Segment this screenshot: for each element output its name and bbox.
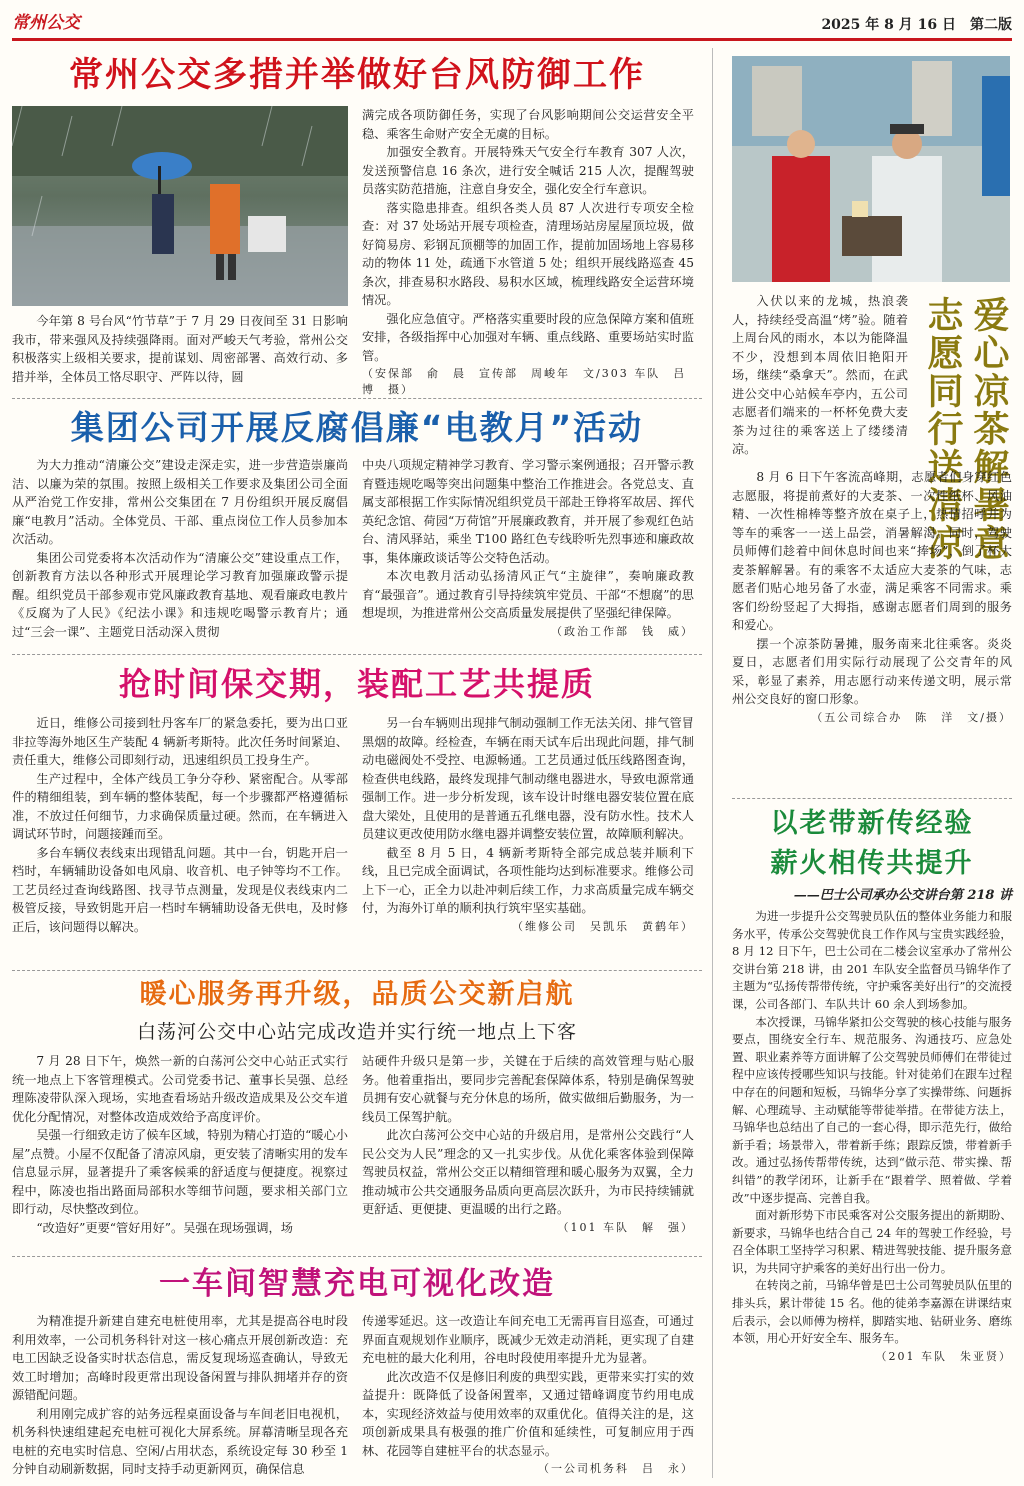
article-assembly-right-col: 另一台车辆则出现排气制动强制工作无法关闭、排气管冒黑烟的故障。经检查，车辆在雨天试车后出现此问题，排气制动电磁阀处不受控、电源畅通。工艺员通过低压线路图查询，检查供电线路，最终发现排气制动继电器进水，导致电源常通强制工作。进一步分析发现，该车设计时继电器安装位置在底盘大梁处，且使用的是普通五孔继电器，没有防水性。技术人员建议更改使用防水继电器并调整安装位置，故障顺利解决。 截至 8 月 5 日，4 辆新考斯特全部完成总装并顺利下线，且已完成全面调试，各项性能均达到标准要求。维修公司上下一心，正全力以赴冲刺后续工作，力求高质量完成车辆交付，为海外订单的顺利执行筑牢坚实基础。 （维修公司 吴凯乐 黄鹤年） — [362, 716, 694, 933]
article-charging-right-col: 传递零延迟。这一改造让车间充电工无需再盲目巡查，可通过界面直观规划作业顺序，既减少无效走动消耗，更实现了自建充电桩的最大化利用，谷电时段使用率提升尤为显著。 此次改造不仅是修旧利废的典型实践，更带来实打实的效益提升：既降低了设备闲置率，又通过错峰调度节约用电成本，实现经济效益与使用效率的双重优化。值得关注的是，这项创新成果具有极强的推广价值和延续性，可复制应用于西林、花园等自建桩平台的状态显示。 （一公司机务科 吕 永） — [362, 1314, 694, 1475]
masthead — [12, 8, 1012, 41]
mentor-title-line2: 薪火相传共提升 — [770, 848, 974, 879]
article-service-left-col: 7 月 28 日下午，焕然一新的白荡河公交中心站正式实行统一地点上下客管理模式。公司党委书记、董事长吴强、总经理陈凌带队深入现场，实地查看场站升级改造成果及公交车道优化分配情况，对整体改造成效给予高度评价。 吴强一行细致走访了候车区域，特别为精心打造的“暖心小屋”点赞。小屋不仅配备了清凉风扇，更安装了清晰实用的发车信息显示屏，显著提升了乘客候乘的舒适度与便捷度。视察过程中，陈凌也指出路面局部积水等细节问题，要求相关部门立即行动，尽快整改到位。 “改造好”更要“管好用好”。吴强在现场强调，场 — [12, 1054, 348, 1235]
mentor-byline: （201 车队 朱亚贤） — [875, 1349, 1012, 1363]
article-assembly-left-col: 近日，维修公司接到牡丹客车厂的紧急委托，要为出口亚非拉等海外地区生产装配 4 辆新考斯特。此次任务时间紧迫、责任重大，维修公司即刻行动，迅速组织员工投身生产。 生产过程中，全体产线员工争分夺秒、紧密配合。从零部件的精细组装，到车辆的整体装配，每一个步骤都严格遵循标准，不放过任何细节，力求确保质量过硬。然而，在车辆进入调试环节时，问题接踵而至。 多台车辆仪表线束出现错乱问题。其中一台，钥匙开启一档时，车辆辅助设备如电风扇、收音机、电子钟等均不工作。工艺员经过查询线路图、找寻节点测量，发现是仪表线束内二极管反接，导致钥匙开启一档时车辆辅助设备无供电，及时修正后，该问题得以解决。 — [12, 716, 348, 934]
article-charging-left-col: 为精准提升新建自建充电桩使用率，尤其是提高谷电时段利用效率，一公司机务科针对这一核心痛点开展创新改造：充电工因缺乏设备实时状态信息，需反复现场巡查确认，导致无效工时增加；高峰时段更常出现设备闲置与排队拥堵并存的资源错配问题。 利用刚完成扩容的站务远程桌面设备与车间老旧电视机，机务科快速组建起充电桩可视化大屏系统。屏幕清晰呈现各充电桩的充电实时信息、空闲/占用状态，系统设定每 30 秒至 1 分钟自动刷新数据，同时支持手动更新网页，确保信息 — [12, 1314, 348, 1476]
divider — [12, 970, 702, 971]
volunteer-title-col1: 爱心凉茶解暑意 — [968, 296, 1009, 562]
service-byline: （101 车队 解 强） — [557, 1220, 694, 1234]
divider — [12, 1256, 702, 1257]
typhoon-photo — [12, 106, 348, 306]
article-anticorruption-left-col: 为大力推动“清廉公交”建设走深走实，进一步营造崇廉尚洁、以廉为荣的氛围。按照上级相关工作要求及集团公司全面从严治党工作安排，常州公交集团在 7 月份组织开展反腐倡廉“电教月”活动。全体党员、干部、重点岗位工作人员参加本次活动。 集团公司党委将本次活动作为“清廉公交”建设重点工作，创新教育方法以各种形式开展理论学习教育加强廉政警示提醒。组织党员干部参观市党风廉政教育基地、观看廉政电教片《反腐为了人民》《纪法小课》和违规吃喝警示教育片；通过“三会一课”、主题党日活动深入贯彻 — [12, 458, 348, 639]
volunteer-byline: （五公司综合办 陈 洋 文/摄） — [811, 710, 1012, 724]
mentor-body: 为进一步提升公交驾驶员队伍的整体业务能力和服务水平，传承公交驾驶优良工作作风与宝贵实践经验，8 月 12 日下午，巴士公司在二楼会议室承办了常州公交讲台第 218 讲，由 201 车队安全监督员马锦华作了主题为“弘扬传帮带传统，守护乘客美好出行”的交流授课，公司各部门、车队共计 60 余人到场参加。 本次授课，马锦华紧扣公交驾驶的核心技能与服务要点，围绕安全行车、规范服务、沟通技巧、应急处置、职业素养等方面讲解了公交驾驶员师傅们在带徒过程中应该传授哪些知识与技能。针对徒弟们在跟车过程中存在的问题和短板，马锦华分享了实操带练、问题拆解、心理疏导、主动赋能等带徒举措。在带徒方法上，马锦华也总结出了自己的一套心得，即示范先行，做给新手看；场景带入，带着新手练；跟踪反馈，带着新手改。通过弘扬传帮带传统，达到“做示范、带实操、帮纠错”的教学闭环，让新手在“跟着学、照着做、学着改”中逐步提高、完善自我。 面对新形势下市民乘客对公交服务提出的新期盼、新要求，马锦华也结合自己 24 年的驾驶工作经验，号召全体职工坚持学习积累、精进驾驶技能、提升服务意识，为共同守护乘客的美好出行出一份力。 在转岗之前，马锦华曾是巴士公司驾驶员队伍里的排头兵，累计带徒 15 名。他的徒弟李嘉源在讲课结束后表示，会以师傅为榜样，脚踏实地、钻研业务、磨练本领，用心开好安全车、服务车。 （201 车队 朱亚贤） — [732, 909, 1012, 1363]
newspaper-logo: 常州公交 — [12, 13, 80, 33]
volunteer-title-col2: 志愿同行送清凉 — [922, 296, 963, 562]
article-typhoon-title: 常州公交多措并举做好台风防御工作 — [69, 55, 645, 95]
article-service-title: 暖心服务再升级，品质公交新启航 — [139, 979, 575, 1010]
mentor-title-line1: 以老带新传经验 — [770, 808, 974, 839]
article-charging-title: 一车间智慧充电可视化改造 — [159, 1266, 555, 1302]
divider — [732, 798, 1012, 799]
dateline: 2025 年 8 月 16 日 第二版 — [821, 17, 1012, 33]
article-service-subtitle: 白荡河公交中心站完成改造并实行统一地点上下客 — [136, 1021, 577, 1043]
volunteer-photo — [732, 56, 1010, 282]
article-anticorruption-right-col: 中央八项规定精神学习教育、学习警示案例通报；召开警示教育暨违规吃喝等突出问题集中整治工作推进会。各党总支、直属支部根据工作实际情况组织党员干部赴王铮将军故居、挥代英纪念馆、荷园“万荷馆”开展廉政教育，并开展了参观红色站台、清风驿站，乘坐 T100 路红色专线聆听先烈事迹和廉政故事，集体廉政谈话等公交特色活动。 本次电教月活动弘扬清风正气“主旋律”，奏响廉政教育“最强音”。通过教育引导持续筑牢党员、干部“不想腐”的思想堤坝，为推进常州公交高质量发展提供了坚强纪律保障。 （政治工作部 钱 威） — [362, 458, 694, 638]
volunteer-intro-col: 入伏以来的龙城，热浪袭人，持续经受高温“烤”验。随着上周台风的雨水，本以为能降温不少，没想到本周依旧艳阳开场，继续“桑拿天”。然而，在武进公交中心站候车亭内，五公司志愿者们端来的一杯杯免费大麦茶为过往的乘客送上了缕缕清凉。 — [732, 294, 908, 456]
article-typhoon-lead: 今年第 8 号台风“竹节草”于 7 月 29 日夜间至 31 日影响我市，带来强风及持续强降雨。面对严峻天气考验，常州公交积极落实上级相关要求，提前谋划、周密部署、高效行动、多措并举，全体员工恪尽职守、严阵以待，圆 — [12, 314, 348, 384]
volunteer-body: 8 月 6 日下午客流高峰期，志愿者们身穿红色志愿服，将提前煮好的大麦茶、一次性纸杯、风油精、一次性棉棒等整齐放在桌子上，热情招呼并为等车的乘客一一送上品尝，消暑解渴。同时，驾驶员师傅们趁着中间休息时间也来“捧场”，倒了杯大麦茶解解暑。有的乘客不太适应大麦茶的气味，志愿者们贴心地另备了水壶，满足乘客不同需求。乘客们纷纷竖起了大拇指，感谢志愿者们周到的服务和爱心。 摆一个凉茶防暑摊，服务南来北往乘客。炎炎夏日，志愿者们用实际行动展现了公交青年的风采，彰显了素养，用志愿行动来传递文明，展示常州公交良好的窗口形象。 （五公司综合办 陈 洋 文/摄） — [732, 470, 1012, 724]
divider — [12, 654, 702, 655]
article-anticorruption-title: 集团公司开展反腐倡廉“电教月”活动 — [70, 408, 644, 447]
anticorruption-byline: （政治工作部 钱 威） — [551, 624, 694, 638]
charging-byline: （一公司机务科 吕 永） — [538, 1462, 694, 1475]
article-typhoon-right-col: 满完成各项防御任务，实现了台风影响期间公交运营安全平稳、乘客生命财产安全无虞的目标。 加强安全教育。开展特殊天气安全行车教育 307 人次，发送预警信息 16 条次，进行安全喊话 215 人次，提醒驾驶员落实防范措施，注意自身安全，强化安全行车意识。 落实隐患排查。组织各类人员 87 人次进行专项安全检查：对 37 处场站开展专项检查，清理场站房屋屋顶垃圾，做好简易房、彩钢瓦顶棚等的加固工作，提前加固场地上容易移动的物体 11 处，疏通下水管道 5 处；组织开展线路巡查 45 条次，排查易积水路段、易积水区域，梳理线路安全运营环境情况。 强化应急值守。严格落实重要时段的应急保障方案和值班安排，各级指挥中心加强对车辆、重点线路、重要场站实时监管。 （安保部 俞 晨 宣传部 周峻年 文/303 车队 吕 博 摄） — [362, 108, 700, 396]
divider — [12, 398, 702, 399]
mentor-subtitle: ——巴士公司承办公交讲台第 218 讲 — [793, 888, 1012, 903]
assembly-byline: （维修公司 吴凯乐 黄鹤年） — [512, 919, 694, 933]
column-divider — [712, 48, 713, 1478]
typhoon-byline: （安保部 俞 晨 宣传部 周峻年 文/303 车队 吕 博 摄） — [362, 367, 700, 396]
article-assembly-title: 抢时间保交期，装配工艺共提质 — [118, 665, 595, 703]
article-service-right-col: 站硬件升级只是第一步，关键在于后续的高效管理与贴心服务。他着重指出，要同步完善配套保障体系，特别是确保驾驶员拥有安心就餐与充分休息的场所，做实做细后勤服务，为一线员工保驾护航。 此次白荡河公交中心站的升级启用，是常州公交践行“人民公交为人民”理念的又一扎实步伐。从优化乘客体验到保障驾驶员权益，常州公交正以精细管理和暖心服务为双翼，全力推动城市公共交通服务品质向更高层次跃升，为市民持续铺就更舒适、更便捷、更温暖的出行之路。 （101 车队 解 强） — [362, 1054, 694, 1234]
